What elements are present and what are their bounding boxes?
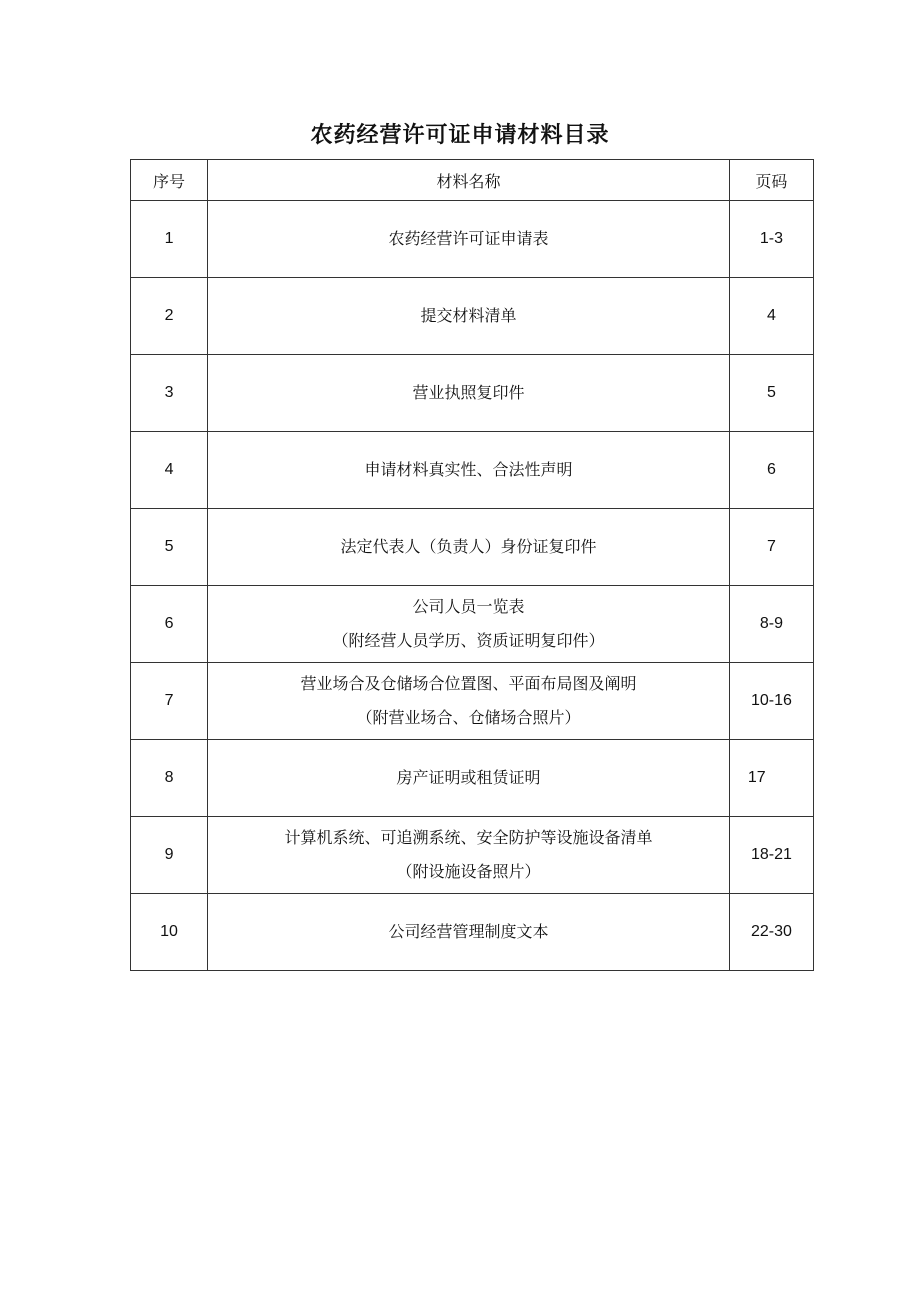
row-note-text: （附经营人员学历、资质证明复印件） xyxy=(332,631,605,650)
row-page: 10-16 xyxy=(729,663,813,740)
table-header-row xyxy=(131,160,814,201)
materials-catalog-table xyxy=(130,159,814,971)
row-name-text: 农药经营许可证申请表 xyxy=(388,229,549,248)
row-name xyxy=(208,355,730,432)
page-title: 农药经营许可证申请材料目录 xyxy=(310,123,610,148)
row-name-text: 房产证明或租赁证明 xyxy=(396,768,541,787)
row-page: 18-21 xyxy=(729,817,813,894)
table-row xyxy=(131,278,814,355)
row-name-text: 计算机系统、可追溯系统、安全防护等设施设备清单 xyxy=(284,828,653,847)
table-row xyxy=(131,740,814,817)
row-name-text: 公司经营管理制度文本 xyxy=(388,922,549,941)
table-row xyxy=(131,663,814,740)
row-name-text: 提交材料清单 xyxy=(420,306,517,325)
row-note-text: （附营业场合、仓储场合照片） xyxy=(356,708,581,727)
row-no: 7 xyxy=(131,663,208,740)
row-name xyxy=(208,201,730,278)
table-row xyxy=(131,355,814,432)
row-page: 7 xyxy=(729,509,813,586)
row-name xyxy=(208,663,730,740)
row-note-text: （附设施设备照片） xyxy=(396,862,541,881)
row-page: 17 xyxy=(729,740,813,817)
table-row xyxy=(131,509,814,586)
row-page: 8-9 xyxy=(729,586,813,663)
table-row xyxy=(131,201,814,278)
row-name xyxy=(208,278,730,355)
row-name-text: 公司人员一览表 xyxy=(412,597,525,616)
row-no: 5 xyxy=(131,509,208,586)
row-no: 10 xyxy=(131,894,208,971)
table-row xyxy=(131,586,814,663)
row-page: 22-30 xyxy=(729,894,813,971)
row-page: 1-3 xyxy=(729,201,813,278)
row-no: 2 xyxy=(131,278,208,355)
table-row xyxy=(131,817,814,894)
row-no: 9 xyxy=(131,817,208,894)
row-name xyxy=(208,894,730,971)
row-name xyxy=(208,740,730,817)
row-no: 4 xyxy=(131,432,208,509)
table-row xyxy=(131,432,814,509)
row-page: 4 xyxy=(729,278,813,355)
row-name-text: 营业执照复印件 xyxy=(412,383,525,402)
row-name xyxy=(208,509,730,586)
row-name-text: 法定代表人（负责人）身份证复印件 xyxy=(340,537,597,556)
table-row xyxy=(131,894,814,971)
row-no: 8 xyxy=(131,740,208,817)
row-no: 6 xyxy=(131,586,208,663)
row-name xyxy=(208,432,730,509)
row-name xyxy=(208,817,730,894)
row-name-text: 申请材料真实性、合法性声明 xyxy=(364,460,573,479)
row-no: 3 xyxy=(131,355,208,432)
row-page: 6 xyxy=(729,432,813,509)
row-name xyxy=(208,586,730,663)
row-page: 5 xyxy=(729,355,813,432)
header-name: 材料名称 xyxy=(208,160,730,201)
row-name-text: 营业场合及仓储场合位置图、平面布局图及阐明 xyxy=(300,674,637,693)
header-page: 页码 xyxy=(729,160,813,201)
header-no: 序号 xyxy=(131,160,208,201)
row-no: 1 xyxy=(131,201,208,278)
